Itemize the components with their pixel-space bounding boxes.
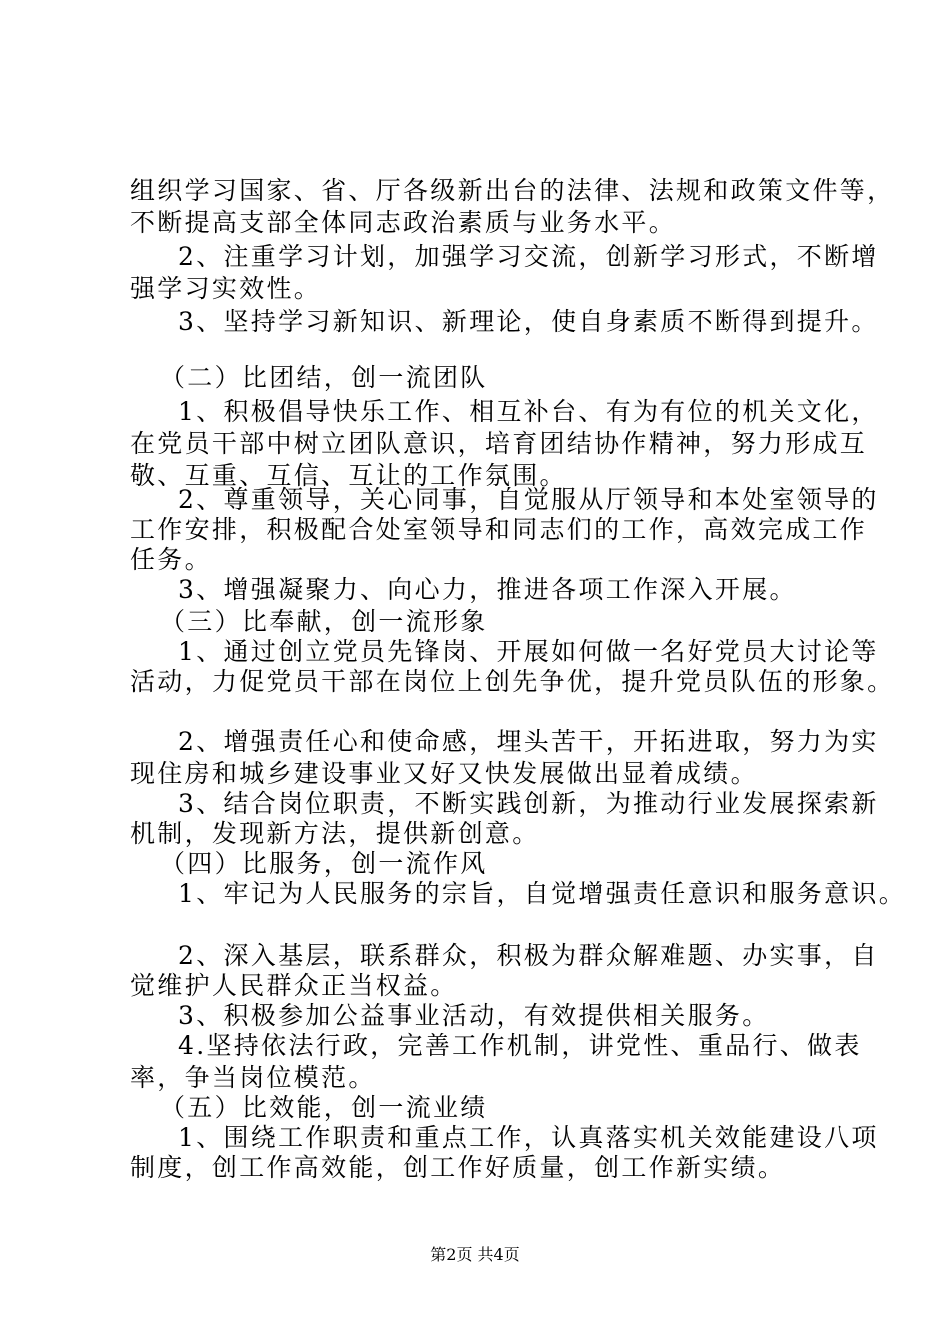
- body-text-line: 组织学习国家、省、厅各级新出台的法律、法规和政策文件等，: [130, 176, 895, 205]
- body-text-line: 3、增强凝聚力、向心力，推进各项工作深入开展。: [178, 575, 797, 604]
- body-text-line: 4.坚持依法行政，完善工作机制，讲党性、重品行、做表: [178, 1031, 862, 1060]
- body-text-line: 3、坚持学习新知识、新理论，使自身素质不断得到提升。: [178, 307, 879, 336]
- section-heading: （五）比效能，创一流业绩: [160, 1093, 488, 1122]
- body-text-line: 工作安排，积极配合处室领导和同志们的工作，高效完成工作: [130, 515, 868, 544]
- section-heading: （四）比服务，创一流作风: [160, 849, 488, 878]
- body-text-line: 3、积极参加公益事业活动，有效提供相关服务。: [178, 1001, 770, 1030]
- body-text-line: 1、牢记为人民服务的宗旨，自觉增强责任意识和服务意识。: [178, 879, 907, 908]
- body-text-line: 活动，力促党员干部在岗位上创先争优，提升党员队伍的形象。: [130, 667, 895, 696]
- page-number-footer: 第2页 共4页: [430, 1245, 520, 1264]
- body-text-line: 1、围绕工作职责和重点工作，认真落实机关效能建设八项: [178, 1123, 879, 1152]
- section-heading: （三）比奉献，创一流形象: [160, 607, 488, 636]
- body-text-line: 制度，创工作高效能，创工作好质量，创工作新实绩。: [130, 1153, 786, 1182]
- body-text-line: 2、注重学习计划，加强学习交流，创新学习形式，不断增: [178, 242, 879, 271]
- body-text-line: 觉维护人民群众正当权益。: [130, 971, 458, 1000]
- body-text-line: 1、通过创立党员先锋岗、开展如何做一名好党员大讨论等: [178, 637, 879, 666]
- body-text-line: 2、深入基层，联系群众，积极为群众解难题、办实事，自: [178, 941, 879, 970]
- body-text-line: 机制，发现新方法，提供新创意。: [130, 819, 540, 848]
- body-text-line: 率，争当岗位模范。: [130, 1063, 376, 1092]
- body-text-line: 1、积极倡导快乐工作、相互补台、有为有位的机关文化，: [178, 397, 879, 426]
- body-text-line: 2、尊重领导，关心同事，自觉服从厅领导和本处室领导的: [178, 485, 879, 514]
- body-text-line: 在党员干部中树立团队意识，培育团结协作精神，努力形成互: [130, 429, 868, 458]
- body-text-line: 3、结合岗位职责，不断实践创新，为推动行业发展探索新: [178, 789, 879, 818]
- section-heading: （二）比团结，创一流团队: [160, 363, 488, 392]
- body-text-line: 任务。: [130, 545, 212, 574]
- body-text-line: 敬、互重、互信、互让的工作氛围。: [130, 461, 567, 490]
- body-text-line: 现住房和城乡建设事业又好又快发展做出显着成绩。: [130, 759, 758, 788]
- body-text-line: 强学习实效性。: [130, 274, 322, 303]
- body-text-line: 不断提高支部全体同志政治素质与业务水平。: [130, 208, 677, 237]
- body-text-line: 2、增强责任心和使命感，埋头苦干，开拓进取，努力为实: [178, 727, 879, 756]
